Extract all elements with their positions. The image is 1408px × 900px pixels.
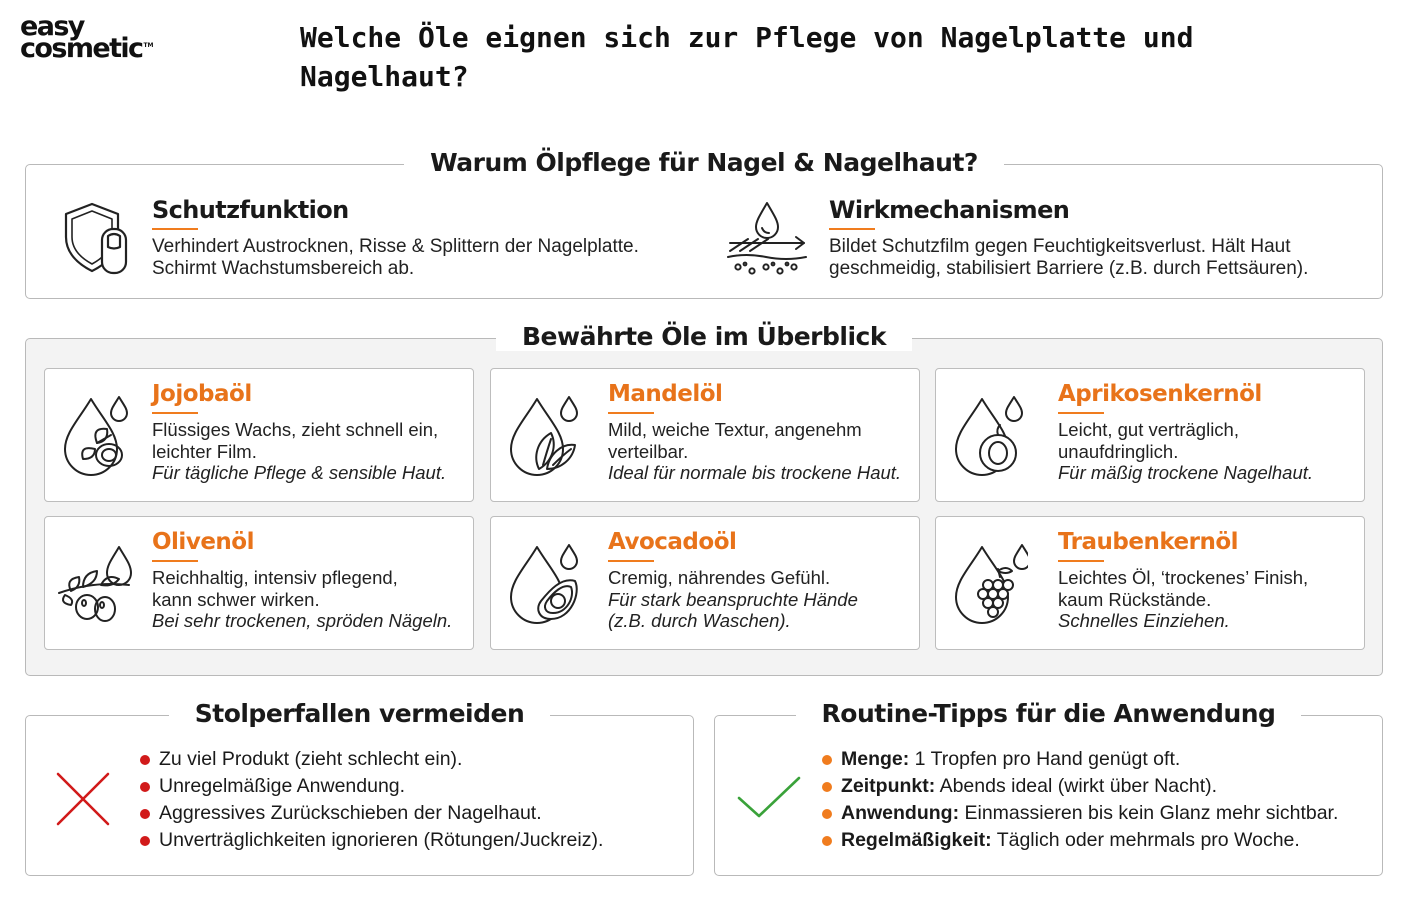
oil-name: Avocadoöl xyxy=(608,529,737,555)
oil-desc: Flüssiges Wachs, zieht schnell ein, leichter Film. xyxy=(152,419,439,462)
oil-card-traube xyxy=(935,516,1365,650)
oil-use: Für stark beanspruchte Hände (z.B. durch Waschen). xyxy=(608,588,858,631)
apricot-drop-icon xyxy=(948,393,1028,479)
why-item-text: Verhindert Austrocknen, Risse & Splittern der Nagelplatte. Schirmt Wachstumsbereich ab. xyxy=(152,236,639,279)
title-underline xyxy=(152,412,198,414)
oil-name: Aprikosenkernöl xyxy=(1058,381,1262,407)
oil-card-mandel xyxy=(490,368,920,502)
brand-logo-line2: cosmetic xyxy=(20,33,143,65)
oil-use: Bei sehr trockenen, spröden Nägeln. xyxy=(152,610,453,631)
avocado-drop-icon xyxy=(503,541,583,627)
list-item: Aggressives Zurückschieben der Nagelhaut. xyxy=(140,800,603,827)
oil-drop-skin-layer-icon xyxy=(726,201,808,275)
grape-drop-icon xyxy=(948,541,1028,627)
oil-card-oliven xyxy=(44,516,474,650)
oil-desc: Leicht, gut verträglich, unaufdringlich. xyxy=(1058,419,1239,462)
oil-card-aprikose xyxy=(935,368,1365,502)
oil-name: Jojobaöl xyxy=(152,381,252,407)
oil-card-avocado xyxy=(490,516,920,650)
red-cross-icon xyxy=(56,772,110,826)
brand-logo xyxy=(20,11,154,65)
title-underline xyxy=(829,228,875,230)
list-item: Unregelmäßige Anwendung. xyxy=(140,773,603,800)
why-item-title: Schutzfunktion xyxy=(152,196,349,224)
oil-desc: Mild, weiche Textur, angenehm verteilbar. xyxy=(608,419,862,462)
oil-use: Für tägliche Pflege & sensible Haut. xyxy=(152,462,447,483)
oil-card-jojoba xyxy=(44,368,474,502)
olive-drop-icon xyxy=(57,541,137,627)
pitfalls-list xyxy=(140,746,603,854)
brand-trademark: TM xyxy=(143,42,154,50)
why-item-text: Bildet Schutzfilm gegen Feuchtigkeitsverlust. Hält Haut geschmeidig, stabilisiert Barriere (z.B. durch Fettsäuren). xyxy=(829,236,1309,279)
title-underline xyxy=(608,560,654,562)
list-item: Anwendung: Einmassieren bis kein Glanz mehr sichtbar. xyxy=(822,800,1338,827)
tips-section xyxy=(714,699,1383,876)
list-item: Zu viel Produkt (zieht schlecht ein). xyxy=(140,746,603,773)
tips-heading: Routine-Tipps für die Anwendung xyxy=(715,696,1382,732)
page-title: Welche Öle eignen sich zur Pflege von Nagelplatte und Nagelhaut? xyxy=(300,21,1194,93)
why-section xyxy=(25,148,1383,299)
why-heading: Warum Ölpflege für Nagel & Nagelhaut? xyxy=(26,145,1382,181)
shield-finger-icon xyxy=(56,201,130,275)
why-item-wirk xyxy=(829,195,1339,280)
oil-name: Traubenkernöl xyxy=(1058,529,1239,555)
why-item-schutz xyxy=(152,195,692,280)
title-underline xyxy=(152,560,198,562)
tips-list xyxy=(822,746,1338,854)
pitfalls-heading: Stolperfallen vermeiden xyxy=(26,696,693,732)
jojoba-drop-icon xyxy=(57,393,137,479)
green-check-icon xyxy=(737,776,801,820)
title-underline xyxy=(1058,560,1104,562)
oils-heading: Bewährte Öle im Überblick xyxy=(26,319,1382,355)
title-underline xyxy=(1058,412,1104,414)
oil-desc: Leichtes Öl, ‘trockenes’ Finish, kaum Rückstände. xyxy=(1058,567,1309,610)
why-item-title: Wirkmechanismen xyxy=(829,196,1070,224)
brand-logo-line1: easy xyxy=(20,11,84,42)
oil-use: Schnelles Einziehen. xyxy=(1058,610,1230,631)
oil-name: Mandelöl xyxy=(608,381,723,407)
title-underline xyxy=(608,412,654,414)
oil-desc: Reichhaltig, intensiv pflegend, kann schwer wirken. xyxy=(152,567,398,610)
title-underline xyxy=(152,228,198,230)
list-item: Unverträglichkeiten ignorieren (Rötungen/Juckreiz). xyxy=(140,827,603,854)
oil-use: Ideal für normale bis trockene Haut. xyxy=(608,462,902,483)
pitfalls-section xyxy=(25,699,694,876)
list-item: Regelmäßigkeit: Täglich oder mehrmals pro Woche. xyxy=(822,827,1338,854)
oils-section xyxy=(25,322,1383,676)
oil-desc: Cremig, nährendes Gefühl. xyxy=(608,567,831,588)
almond-drop-icon xyxy=(503,393,583,479)
list-item: Zeitpunkt: Abends ideal (wirkt über Nacht). xyxy=(822,773,1338,800)
oil-use: Für mäßig trockene Nagelhaut. xyxy=(1058,462,1314,483)
list-item: Menge: 1 Tropfen pro Hand genügt oft. xyxy=(822,746,1338,773)
oil-name: Olivenöl xyxy=(152,529,254,555)
